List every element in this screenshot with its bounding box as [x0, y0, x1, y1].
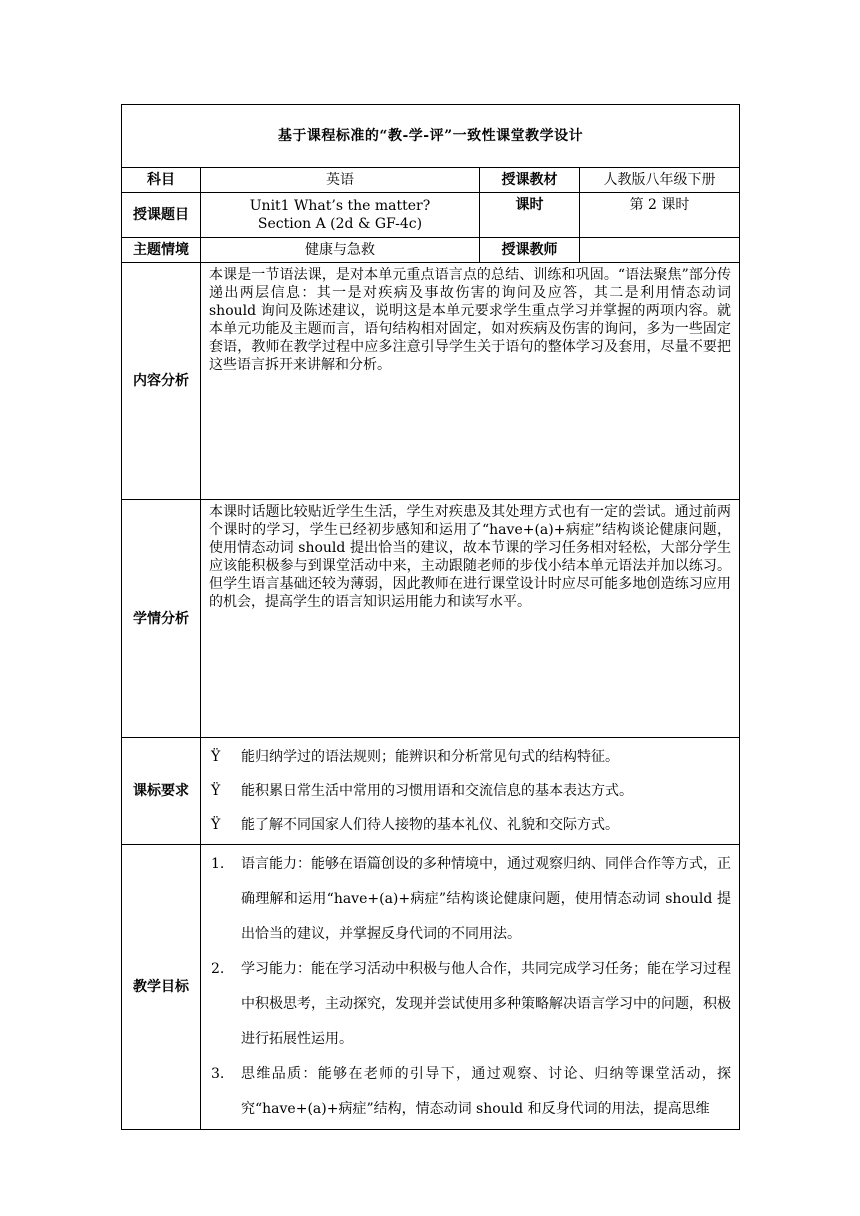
bullet-marker: Ÿ [211, 817, 221, 833]
curriculum-item [209, 774, 731, 808]
content-analysis-text: 本课是一节语法课，是对本单元重点语言点的总结、训练和巩固。“语法聚焦”部分传递出两层信息：其一是对疾病及事故伤害的询问及应答，其二是利用情态动词 should 询问及陈述建议，说明这是本单元要求学生重点学习并掌握的两项内容。就本单元功能及主题而言，语句结构相对固定，如对疾病及伤害的询问，多为一些固定套语，教师在教学过程中应多注意引导学生关于语句的整体学习及套用，尽量不要把这些语言拆开来讲解和分析。 [201, 263, 740, 500]
objective-item [209, 1057, 731, 1127]
textbook-value: 人教版八年级下册 [580, 168, 740, 193]
objective-number: 2. [211, 961, 225, 977]
objective-number: 3. [211, 1066, 225, 1082]
subject-label: 科目 [122, 168, 201, 193]
objective-item [209, 847, 731, 952]
teacher-value [580, 238, 740, 263]
curriculum-item-text: 能归纳学过的语法规则；能辨识和分析常见句式的结构特征。 [241, 749, 619, 765]
objective-text: 思维品质：能够在老师的引导下，通过观察、讨论、归纳等课堂活动，探究“have+(a)+病症”结构，情态动词 should 和反身代词的用法，提高思维 [241, 1066, 732, 1117]
theme-value: 健康与急救 [201, 238, 480, 263]
learner-analysis-text: 本课时话题比较贴近学生生活，学生对疾患及其处理方式也有一定的尝试。通过前两个课时的学习，学生已经初步感知和运用了“have+(a)+病症”结构谈论健康问题，使用情态动词 should 提出恰当的建议，故本节课的学习任务相对轻松，大部分学生应该能积极参与到课堂活动中来，主动跟随老师的步伐小结本单元语法并加以练习。但学生语言基础还较为薄弱，因此教师在进行课堂设计时应尽可能多地创造练习应用的机会，提高学生的语言知识运用能力和读写水平。 [201, 500, 740, 738]
learner-analysis-label: 学情分析 [122, 500, 201, 738]
objectives-label: 教学目标 [122, 845, 201, 1130]
curriculum-item [209, 740, 731, 774]
bullet-marker: Ÿ [211, 783, 221, 799]
document-title: 基于课程标准的“教-学-评”一致性课堂教学设计 [122, 105, 740, 168]
objectives-list [201, 845, 740, 1130]
topic-line-2: Section A (2d & GF-4c) [257, 216, 423, 232]
curriculum-item-text: 能了解不同国家人们待人接物的基本礼仪、礼貌和交际方式。 [241, 817, 619, 833]
curriculum-label: 课标要求 [122, 738, 201, 845]
teacher-label: 授课教师 [480, 238, 580, 263]
curriculum-item [209, 808, 731, 842]
subject-value: 英语 [201, 168, 480, 193]
theme-label: 主题情境 [122, 238, 201, 263]
objective-text: 学习能力：能在学习活动中积极与他人合作，共同完成学习任务；能在学习过程中积极思考，主动探究，发现并尝试使用多种策略解决语言学习中的问题，积极进行拓展性运用。 [241, 961, 732, 1047]
lesson-plan-table [121, 104, 740, 1130]
topic-value [201, 193, 480, 238]
content-analysis-label: 内容分析 [122, 263, 201, 500]
objective-number: 1. [211, 856, 225, 872]
objective-item [209, 952, 731, 1057]
textbook-label: 授课教材 [480, 168, 580, 193]
topic-label: 授课题目 [122, 193, 201, 238]
objective-text: 语言能力：能够在语篇创设的多种情境中，通过观察归纳、同伴合作等方式，正确理解和运用“have+(a)+病症”结构谈论健康问题，使用情态动词 should 提出恰当的建议，并掌握反身代词的不同用法。 [241, 856, 732, 942]
curriculum-item-text: 能积累日常生活中常用的习惯用语和交流信息的基本表达方式。 [241, 783, 633, 799]
bullet-marker: Ÿ [211, 749, 221, 765]
period-label: 课时 [480, 193, 580, 238]
topic-line-1: Unit1 What’s the matter? [249, 198, 431, 214]
period-value: 第 2 课时 [580, 193, 740, 238]
curriculum-list [201, 738, 740, 845]
